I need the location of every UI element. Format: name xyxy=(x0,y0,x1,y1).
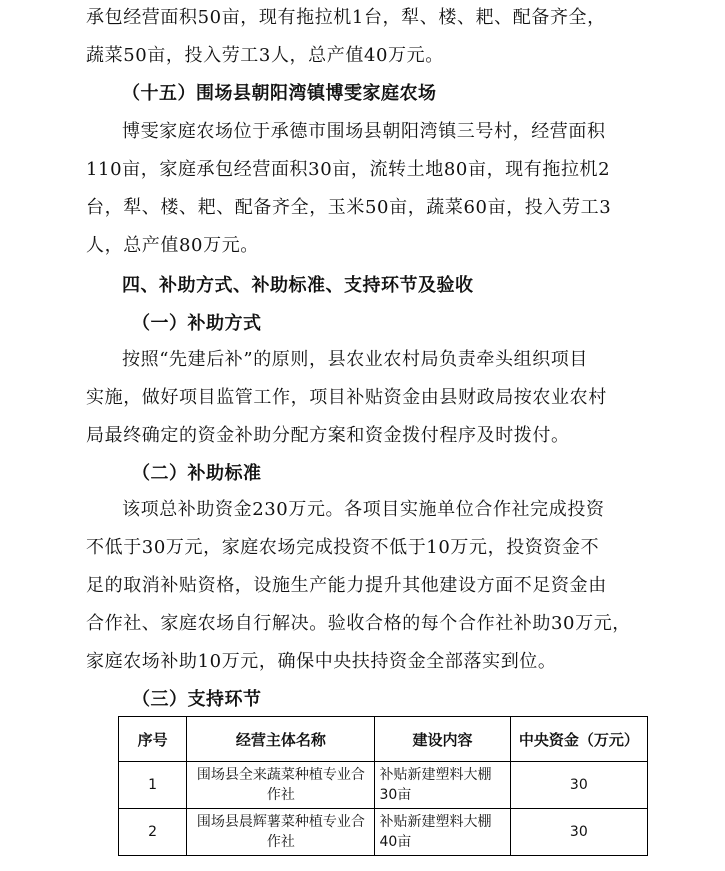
cell-content: 补贴新建塑料大棚40亩 xyxy=(375,809,510,856)
col-header-fund: 中央资金（万元） xyxy=(510,717,647,762)
section-heading: （二）补助标准 xyxy=(132,463,262,484)
paragraph-line: 台，犁、楼、耙、配备齐全，玉米50亩，蔬菜60亩，投入劳工3 xyxy=(86,197,612,218)
col-header-name: 经营主体名称 xyxy=(187,717,375,762)
cell-no: 1 xyxy=(119,762,187,809)
paragraph-line: 合作社、家庭农场自行解决。验收合格的每个合作社补助30万元， xyxy=(86,613,631,634)
paragraph-line: 足的取消补贴资格，设施生产能力提升其他建设方面不足资金由 xyxy=(86,575,607,596)
section-heading: （十五）围场县朝阳湾镇博雯家庭农场 xyxy=(122,83,437,104)
paragraph-line: 110亩，家庭承包经营面积30亩，流转土地80亩，现有拖拉机2 xyxy=(86,159,611,180)
paragraph-line: 人，总产值80万元。 xyxy=(86,235,259,256)
col-header-content: 建设内容 xyxy=(375,717,510,762)
cell-fund: 30 xyxy=(510,762,647,809)
table-header-row xyxy=(119,717,648,762)
paragraph-line: 该项总补助资金230万元。各项目实施单位合作社完成投资 xyxy=(122,499,605,520)
cell-content: 补贴新建塑料大棚30亩 xyxy=(375,762,510,809)
paragraph-line: 实施，做好项目监管工作，项目补贴资金由县财政局按农业农村 xyxy=(86,387,607,408)
paragraph-line: 按照“先建后补”的原则，县农业农村局负责牵头组织项目 xyxy=(122,349,589,370)
chapter-heading: 四、补助方式、补助标准、支持环节及验收 xyxy=(122,275,474,296)
section-heading: （三）支持环节 xyxy=(132,689,262,710)
paragraph-line: 承包经营面积50亩，现有拖拉机1台，犁、楼、耙、配备齐全， xyxy=(86,7,606,28)
support-table xyxy=(118,716,648,856)
cell-no: 2 xyxy=(119,809,187,856)
cell-fund: 30 xyxy=(510,809,647,856)
paragraph-line: 蔬菜50亩，投入劳工3人，总产值40万元。 xyxy=(86,45,444,66)
section-heading: （一）补助方式 xyxy=(132,313,262,334)
paragraph-line: 博雯家庭农场位于承德市围场县朝阳湾镇三号村，经营面积 xyxy=(122,121,606,142)
cell-name: 围场县全来蔬菜种植专业合作社 xyxy=(187,762,375,809)
paragraph-line: 不低于30万元，家庭农场完成投资不低于10万元，投资资金不 xyxy=(86,537,600,558)
col-header-no: 序号 xyxy=(119,717,187,762)
paragraph-line: 家庭农场补助10万元，确保中央扶持资金全部落实到位。 xyxy=(86,651,557,672)
table-row xyxy=(119,809,648,856)
table-row xyxy=(119,762,648,809)
cell-name: 围场县晨辉薯菜种植专业合作社 xyxy=(187,809,375,856)
paragraph-line: 局最终确定的资金补助分配方案和资金拨付程序及时拨付。 xyxy=(86,425,570,446)
